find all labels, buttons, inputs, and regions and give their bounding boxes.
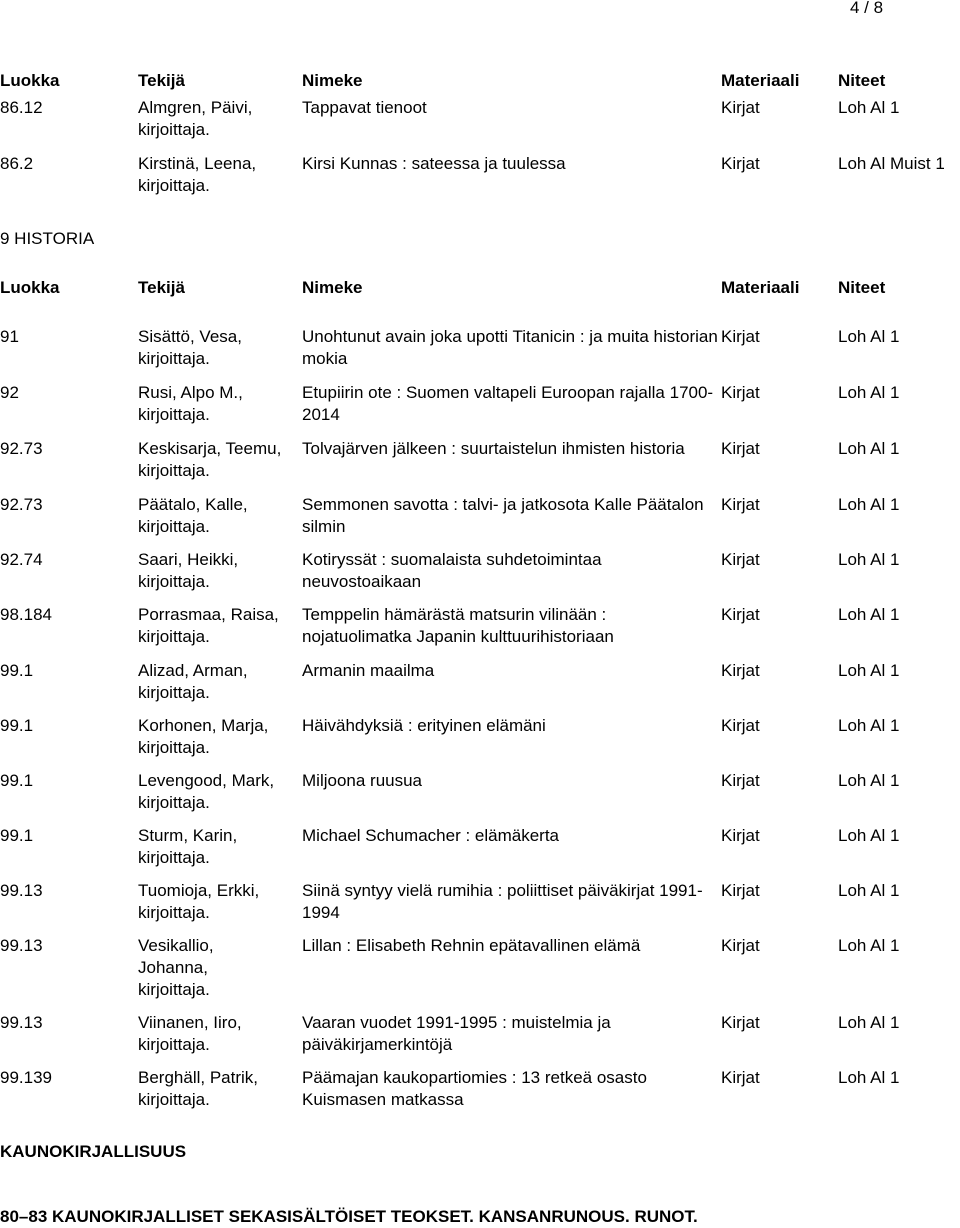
table-row	[0, 604, 960, 648]
cell-materiaali: Kirjat	[721, 661, 760, 680]
table-row	[0, 1067, 960, 1111]
cell-nimeke: Temppelin hämärästä matsurin vilinään : nojatuolimatka Japanin kulttuurihistoriaan	[302, 605, 614, 646]
cell-niteet: Loh Al 1	[838, 661, 900, 680]
subsection-heading: 80–83 KAUNOKIRJALLISET SEKASISÄLTÖISET TEOKSET. KANSANRUNOUS. RUNOT.	[0, 1207, 698, 1226]
cell-luokka: 86.12	[0, 98, 43, 117]
table-header	[0, 277, 960, 299]
cell-niteet: Loh Al 1	[838, 771, 900, 790]
cell-luokka: 92.73	[0, 439, 43, 458]
cell-materiaali: Kirjat	[721, 550, 760, 569]
header-nimeke: Nimeke	[302, 71, 363, 90]
cell-niteet: Loh Al 1	[838, 1068, 900, 1087]
section-heading-kaunokirjallisuus: KAUNOKIRJALLISUUS	[0, 1142, 187, 1161]
cell-luokka: 92.74	[0, 550, 43, 569]
table-row	[0, 825, 960, 869]
cell-materiaali: Kirjat	[721, 327, 760, 346]
cell-nimeke: Tappavat tienoot	[302, 98, 427, 117]
table-row	[0, 549, 960, 593]
cell-nimeke: Semmonen savotta : talvi- ja jatkosota Kalle Päätalon silmin	[302, 495, 704, 536]
cell-materiaali: Kirjat	[721, 154, 760, 173]
table-row	[0, 715, 960, 759]
cell-niteet: Loh Al 1	[838, 550, 900, 569]
table-row	[0, 660, 960, 704]
cell-tekija: Keskisarja, Teemu, kirjoittaja.	[138, 439, 282, 480]
cell-tekija: Almgren, Päivi, kirjoittaja.	[138, 98, 253, 139]
cell-niteet: Loh Al 1	[838, 716, 900, 735]
cell-luokka: 98.184	[0, 605, 52, 624]
cell-nimeke: Siinä syntyy vielä rumihia : poliittiset päiväkirjat 1991-1994	[302, 881, 703, 922]
cell-niteet: Loh Al 1	[838, 1013, 900, 1032]
cell-materiaali: Kirjat	[721, 936, 760, 955]
cell-tekija: Porrasmaa, Raisa, kirjoittaja.	[138, 605, 279, 646]
header-materiaali: Materiaali	[721, 71, 800, 90]
table-row	[0, 1012, 960, 1056]
cell-luokka: 99.13	[0, 1013, 43, 1032]
cell-materiaali: Kirjat	[721, 383, 760, 402]
cell-nimeke: Armanin maailma	[302, 661, 435, 680]
cell-tekija: Rusi, Alpo M., kirjoittaja.	[138, 383, 243, 424]
cell-nimeke: Tolvajärven jälkeen : suurtaistelun ihmisten historia	[302, 439, 685, 458]
cell-materiaali: Kirjat	[721, 881, 760, 900]
header-tekija: Tekijä	[138, 71, 185, 90]
header-materiaali: Materiaali	[721, 278, 800, 297]
section-heading-historia: 9 HISTORIA	[0, 229, 95, 248]
table-header	[0, 70, 960, 92]
cell-materiaali: Kirjat	[721, 98, 760, 117]
cell-niteet: Loh Al 1	[838, 495, 900, 514]
cell-luokka: 92.73	[0, 495, 43, 514]
table-row	[0, 153, 960, 197]
cell-nimeke: Kirsi Kunnas : sateessa ja tuulessa	[302, 154, 566, 173]
cell-nimeke: Kotiryssät : suomalaista suhdetoimintaa neuvostoaikaan	[302, 550, 602, 591]
cell-nimeke: Häivähdyksiä : erityinen elämäni	[302, 716, 546, 735]
header-nimeke: Nimeke	[302, 278, 363, 297]
cell-tekija: Sturm, Karin, kirjoittaja.	[138, 826, 238, 867]
cell-luokka: 99.1	[0, 661, 34, 680]
cell-nimeke: Vaaran vuodet 1991-1995 : muistelmia ja päiväkirjamerkintöjä	[302, 1013, 611, 1054]
table-row	[0, 382, 960, 426]
cell-niteet: Loh Al 1	[838, 327, 900, 346]
cell-niteet: Loh Al 1	[838, 98, 900, 117]
table-row	[0, 935, 960, 1001]
cell-materiaali: Kirjat	[721, 1013, 760, 1032]
cell-materiaali: Kirjat	[721, 1068, 760, 1087]
cell-nimeke: Unohtunut avain joka upotti Titanicin : ja muita historian mokia	[302, 327, 718, 368]
cell-materiaali: Kirjat	[721, 495, 760, 514]
cell-tekija: Alizad, Arman, kirjoittaja.	[138, 661, 248, 702]
table-row	[0, 494, 960, 538]
table-row	[0, 770, 960, 814]
header-luokka: Luokka	[0, 71, 60, 90]
cell-niteet: Loh Al 1	[838, 881, 900, 900]
cell-tekija: Tuomioja, Erkki, kirjoittaja.	[138, 881, 260, 922]
cell-tekija: Viinanen, Iiro, kirjoittaja.	[138, 1013, 242, 1054]
cell-tekija: Sisättö, Vesa, kirjoittaja.	[138, 327, 242, 368]
cell-niteet: Loh Al 1	[838, 439, 900, 458]
header-luokka: Luokka	[0, 278, 60, 297]
cell-nimeke: Lillan : Elisabeth Rehnin epätavallinen elämä	[302, 936, 641, 955]
cell-tekija: Korhonen, Marja, kirjoittaja.	[138, 716, 269, 757]
cell-materiaali: Kirjat	[721, 771, 760, 790]
cell-materiaali: Kirjat	[721, 439, 760, 458]
cell-luokka: 92	[0, 383, 19, 402]
cell-tekija: Levengood, Mark, kirjoittaja.	[138, 771, 275, 812]
table-row	[0, 97, 960, 141]
cell-tekija: Berghäll, Patrik, kirjoittaja.	[138, 1068, 258, 1109]
cell-niteet: Loh Al 1	[838, 383, 900, 402]
cell-niteet: Loh Al 1	[838, 826, 900, 845]
page-number: 4 / 8	[850, 0, 884, 17]
table-row	[0, 326, 960, 370]
cell-nimeke: Miljoona ruusua	[302, 771, 423, 790]
cell-luokka: 99.13	[0, 881, 43, 900]
cell-luokka: 86.2	[0, 154, 34, 173]
table-row	[0, 880, 960, 924]
cell-materiaali: Kirjat	[721, 826, 760, 845]
cell-niteet: Loh Al 1	[838, 936, 900, 955]
cell-luokka: 99.1	[0, 826, 34, 845]
cell-luokka: 99.1	[0, 716, 34, 735]
cell-tekija: Vesikallio, Johanna, kirjoittaja.	[138, 936, 214, 999]
cell-niteet: Loh Al 1	[838, 605, 900, 624]
cell-luokka: 99.1	[0, 771, 34, 790]
cell-tekija: Saari, Heikki, kirjoittaja.	[138, 550, 239, 591]
cell-luokka: 99.139	[0, 1068, 52, 1087]
cell-luokka: 91	[0, 327, 19, 346]
header-niteet: Niteet	[838, 71, 886, 90]
cell-materiaali: Kirjat	[721, 605, 760, 624]
cell-nimeke: Michael Schumacher : elämäkerta	[302, 826, 560, 845]
cell-nimeke: Päämajan kaukopartiomies : 13 retkeä osasto Kuismasen matkassa	[302, 1068, 647, 1109]
table-row	[0, 438, 960, 482]
cell-luokka: 99.13	[0, 936, 43, 955]
cell-niteet: Loh Al Muist 1	[838, 154, 945, 173]
header-tekija: Tekijä	[138, 278, 185, 297]
cell-tekija: Kirstinä, Leena, kirjoittaja.	[138, 154, 257, 195]
cell-tekija: Päätalo, Kalle, kirjoittaja.	[138, 495, 248, 536]
header-niteet: Niteet	[838, 278, 886, 297]
cell-nimeke: Etupiirin ote : Suomen valtapeli Euroopan rajalla 1700-2014	[302, 383, 714, 424]
cell-materiaali: Kirjat	[721, 716, 760, 735]
